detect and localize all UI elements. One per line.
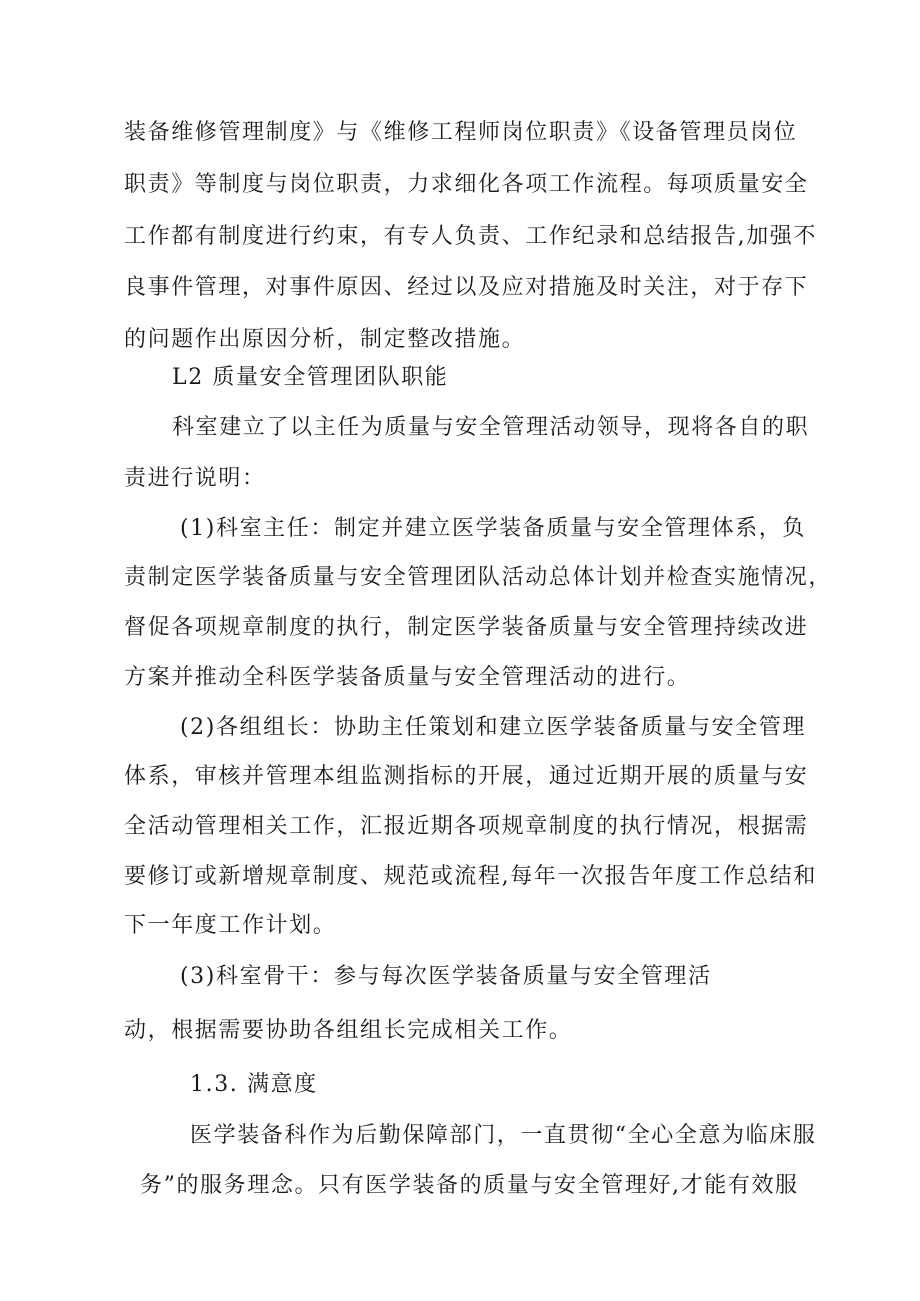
text-line: 务”的服务理念。只有医学装备的质量与安全管理好,才能有效服	[140, 1173, 799, 1198]
text-line: 良事件管理，对事件原因、经过以及应对措施及时关注，对于存下	[124, 275, 809, 300]
text-line: 动，根据需要协助各组组长完成相关工作。	[124, 1018, 573, 1043]
text-line: 全活动管理相关工作，汇报近期各项规章制度的执行情况，根据需	[124, 814, 809, 839]
text-line: 的问题作出原因分析，制定整改措施。	[124, 327, 526, 352]
list-item-line: (2)各组组长：协助主任策划和建立医学装备质量与安全管理	[180, 715, 806, 740]
text-line: 工作都有制度进行约束，有专人负责、工作纪录和总结报告,加强不	[124, 224, 817, 249]
text-line: 医学装备科作为后勤保障部门，一直贯彻“全心全意为临床服	[190, 1123, 817, 1148]
list-item-line: (3)科室骨干：参与每次医学装备质量与安全管理活	[180, 964, 712, 989]
section-heading: L2 质量安全管理团队职能	[172, 365, 449, 390]
text-line: 方案并推动全科医学装备质量与安全管理活动的进行。	[124, 665, 691, 690]
text-line: 督促各项规章制度的执行，制定医学装备质量与安全管理持续改进	[124, 615, 809, 640]
list-item-line: (1)科室主任：制定并建立医学装备质量与安全管理体系，负	[180, 516, 806, 541]
text-line: 科室建立了以主任为质量与安全管理活动领导，现将各自的职	[172, 415, 810, 440]
text-line: 体系，审核并管理本组监测指标的开展，通过近期开展的质量与安	[124, 764, 809, 789]
text-line: 责进行说明：	[124, 466, 266, 491]
text-line: 下一年度工作计划。	[124, 913, 337, 938]
text-line: 装备维修管理制度》与《维修工程师岗位职责》《设备管理员岗位	[124, 120, 798, 145]
section-heading: 1.3. 满意度	[190, 1072, 318, 1097]
text-line: 责制定医学装备质量与安全管理团队活动总体计划并检查实施情况，	[124, 565, 833, 590]
text-line: 职责》等制度与岗位职责，力求细化各项工作流程。每项质量安全	[124, 172, 809, 197]
text-line: 要修订或新增规章制度、规范或流程,每年一次报告年度工作总结和	[124, 864, 817, 889]
